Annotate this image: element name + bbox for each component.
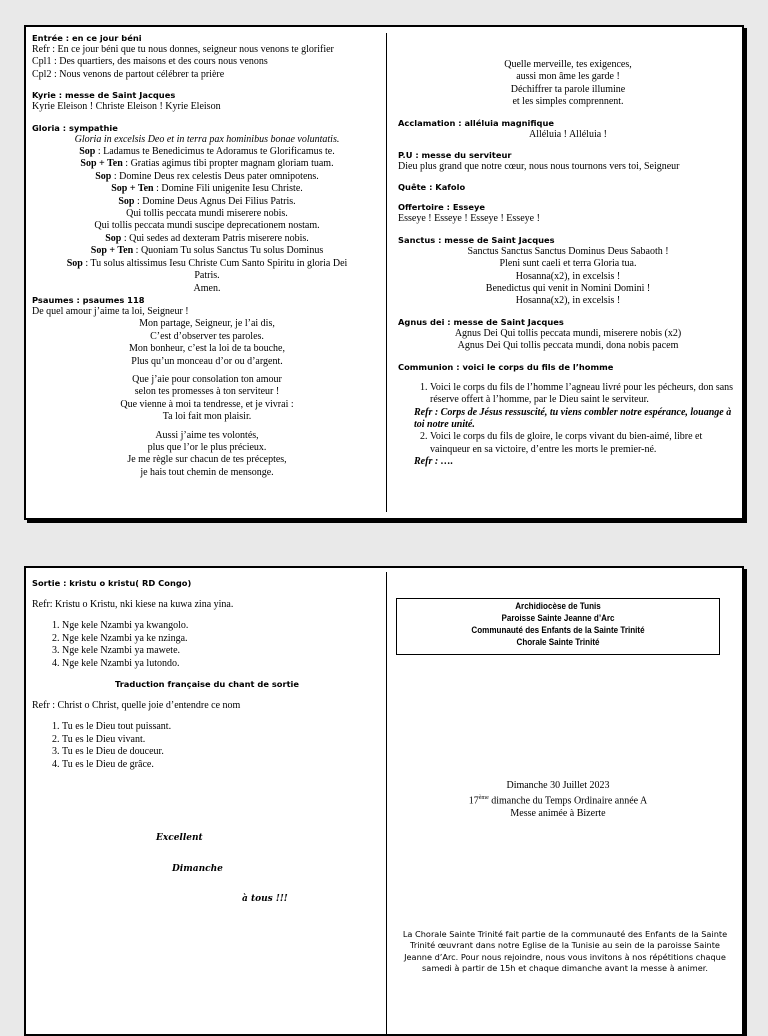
communion-verse: 1. Voici le corps du fils de l’homme l’agneau livré pour les pécheurs, don sans réserve offert à l’homme, par le Dieu saint le serviteur. <box>430 382 738 407</box>
kyrie-text: Kyrie Eleison ! Christe Eleison ! Kyrie Eleison <box>32 101 221 113</box>
sanctus-line: Hosanna(x2), in excelsis ! <box>515 295 621 307</box>
kyrie-title: Kyrie : messe de Saint Jacques <box>32 90 176 101</box>
choir-description: La Chorale Sainte Trinité fait partie de la communauté des Enfants de la Sainte Trinité œuvrant dans notre Eglise de la Tunisie au sein de la paroisse Sainte Jeanne d’Arc. Pour nous rejoindre, nous vous invitons à nos répétitions chaque samedi à partir de 15h et chaque dimanche avant la messe à animer. <box>402 929 728 974</box>
sortie-verses <box>32 620 382 670</box>
gloria-text: : Qui sedes ad dexteram Patris miserere nobis. <box>121 232 309 244</box>
sortie-verse: 4. Nge kele Nzambi ya lutondo. <box>62 658 382 670</box>
parish-header <box>396 598 720 655</box>
gloria-line <box>32 171 382 183</box>
sanctus-line: Hosanna(x2), in excelsis ! <box>515 270 621 282</box>
column-divider <box>386 33 387 512</box>
gloria-line <box>32 146 382 158</box>
gloria-line <box>32 233 382 245</box>
greeting-line-3: à tous !!! <box>242 894 288 904</box>
offertoire-text: Esseye ! Esseye ! Esseye ! Esseye ! <box>398 213 540 225</box>
mass-info <box>388 780 728 821</box>
sanctus-line: Sanctus Sanctus Sanctus Dominus Deus Sabaoth ! <box>467 245 669 257</box>
sortie-verse: 2. Nge kele Nzambi ya ke nzinga. <box>62 633 382 645</box>
entree-couplet-1: Cpl1 : Des quartiers, des maisons et des cours nous venons <box>32 56 268 68</box>
sanctus-title: Sanctus : messe de Saint Jacques <box>398 234 555 245</box>
psaume-verse: Quelle merveille, tes exigences, <box>504 59 632 70</box>
psaume-verse: C’est d’observer tes paroles. <box>150 330 264 342</box>
psaume-verse: Plus qu’un monceau d’or ou d’argent. <box>131 355 283 367</box>
traduction-verse: 1. Tu es le Dieu tout puissant. <box>62 721 382 733</box>
communion-list <box>398 431 738 456</box>
page1-right-column <box>398 59 738 469</box>
parish-name: Paroisse Sainte Jeanne d’Arc <box>501 613 615 624</box>
agnus-line: Agnus Dei Qui tollis peccata mundi, dona nobis pacem <box>457 340 679 352</box>
voice-label: Sop + Ten <box>90 245 134 257</box>
agnus-title: Agnus dei : messe de Saint Jacques <box>398 316 564 327</box>
acclamation-title: Acclamation : alléluia magnifique <box>398 117 555 128</box>
pu-title: P.U : messe du serviteur <box>398 150 512 161</box>
entree-couplet-2: Cpl2 : Nous venons de partout célébrer ta prière <box>32 68 225 80</box>
psaume-verse: Déchiffrer ta parole illumine <box>510 83 626 95</box>
gloria-line <box>32 158 382 170</box>
voice-label: Sop <box>105 232 122 244</box>
voice-label: Sop <box>66 257 83 269</box>
communion-list <box>398 382 738 407</box>
gloria-line <box>32 258 382 270</box>
communion-refrain: Refr : Corps de Jésus ressuscité, tu viens combler notre espérance, louange à toi notre unité. <box>414 406 732 430</box>
page2-right-column <box>388 568 744 1034</box>
archdiocese-name: Archidiocèse de Tunis <box>515 601 601 612</box>
pu-text: Dieu plus grand que notre cœur, nous nous tournons vers toi, Seigneur <box>398 161 680 173</box>
leaflet-page-2 <box>24 566 744 1036</box>
traduction-verse: 4. Tu es le Dieu de grâce. <box>62 759 382 771</box>
voice-label: Sop <box>79 146 96 158</box>
choir-name: Chorale Sainte Trinité <box>516 637 600 648</box>
greeting-line-1: Excellent <box>156 833 203 843</box>
traduction-refrain: Refr : Christ o Christ, quelle joie d’entendre ce nom <box>32 700 241 712</box>
voice-label: Sop <box>95 170 112 182</box>
communion-title: Communion : voici le corps du fils de l’homme <box>398 361 614 372</box>
psaume-verse: Aussi j’aime tes volontés, <box>155 429 259 441</box>
sunday-label: dimanche du Temps Ordinaire année A <box>488 795 648 807</box>
gloria-title: Gloria : sympathie <box>32 122 118 133</box>
gloria-text: : Domine Deus rex celestis Deus pater omnipotens. <box>111 170 319 182</box>
gloria-text: : Tu solus altissimus Iesu Christe Cum Santo Spiritu in gloria Dei <box>82 257 348 269</box>
voice-label: Sop + Ten <box>80 158 123 170</box>
sunday-ordinal: ème <box>478 795 489 802</box>
mass-date: Dimanche 30 Juillet 2023 <box>506 780 610 791</box>
gloria-text: : Domine Deus Agnus Dei Filius Patris. <box>134 195 296 207</box>
liturgical-sunday <box>388 792 728 808</box>
mass-location: Messe animée à Bizerte <box>510 808 606 820</box>
psaume-refrain: De quel amour j’aime ta loi, Seigneur ! <box>32 305 189 317</box>
traduction-title: Traduction française du chant de sortie <box>114 679 300 690</box>
gloria-text: : Gratias agimus tibi propter magnam gloriam tuam. <box>122 158 334 170</box>
sanctus-line: Pleni sunt caeli et terra Gloria tua. <box>499 258 637 270</box>
sanctus-line: Benedictus qui venit in Nomini Domini ! <box>485 283 651 295</box>
gloria-text: : Ladamus te Benedicimus te Adoramus te Glorificamus te. <box>95 146 335 158</box>
psaume-verse: Que vienne à moi ta tendresse, et je vivrai : <box>120 398 294 410</box>
traduction-verse: 2. Tu es le Dieu vivant. <box>62 734 382 746</box>
psaume-verse: Je me règle sur chacun de tes préceptes, <box>127 454 287 466</box>
column-divider <box>386 572 387 1034</box>
gloria-line <box>32 196 382 208</box>
psaumes-title: Psaumes : psaumes 118 <box>32 294 145 305</box>
sortie-title: Sortie : kristu o kristu( RD Congo) <box>32 578 192 588</box>
sortie-verse: 1. Nge kele Nzambi ya kwangolo. <box>62 620 382 632</box>
greeting-line-2: Dimanche <box>172 864 223 874</box>
communion-verse: 2. Voici le corps du fils de gloire, le corps vivant du bien-aimé, libre et vainqueur en sa victoire, d’entre les morts le premier-né. <box>430 431 738 456</box>
sortie-refrain: Refr: Kristu o Kristu, nki kiese na kuwa zina yina. <box>32 599 234 610</box>
psaume-verse: et les simples comprennent. <box>512 96 624 108</box>
traduction-verses <box>32 721 382 771</box>
gloria-text: : Domine Fili unigenite Iesu Christe. <box>153 183 303 195</box>
psaume-verse: Mon bonheur, c’est la loi de ta bouche, <box>129 343 285 355</box>
traduction-verse: 3. Tu es le Dieu de douceur. <box>62 746 382 758</box>
page1-left-column <box>32 33 382 479</box>
psaume-verse: Mon partage, Seigneur, je l’ai dis, <box>139 318 275 330</box>
acclamation-text: Alléluia ! Alléluia ! <box>528 128 608 140</box>
entree-refrain: Refr : En ce jour béni que tu nous donnes, seigneur nous venons te glorifier <box>32 44 334 55</box>
leaflet-page-1 <box>24 25 744 520</box>
gloria-amen: Amen. <box>193 282 221 294</box>
gloria-line: Qui tollis peccata mundi suscipe deprecationem nostam. <box>94 220 320 232</box>
gloria-line <box>32 183 382 195</box>
psaume-verse: Ta loi fait mon plaisir. <box>162 411 252 423</box>
quete-title: Quête : Kafolo <box>398 182 466 193</box>
psaume-verse: aussi mon âme les garde ! <box>516 71 620 83</box>
gloria-line: Qui tollis peccata mundi miserere nobis. <box>126 208 288 220</box>
communion-refrain: Refr : …. <box>414 456 454 468</box>
gloria-line <box>32 245 382 257</box>
sunday-number: 17 <box>468 795 479 807</box>
psaume-verse: plus que l’or le plus précieux. <box>147 441 267 453</box>
sortie-verse: 3. Nge kele Nzambi ya mawete. <box>62 645 382 657</box>
entree-title: Entrée : en ce jour béni <box>32 33 142 43</box>
psaume-verse: selon tes promesses à ton serviteur ! <box>134 386 280 398</box>
agnus-line: Agnus Dei Qui tollis peccata mundi, miserere nobis (x2) <box>454 327 682 339</box>
voice-label: Sop <box>118 195 135 207</box>
community-name: Communauté des Enfants de la Sainte Trinité <box>471 625 645 636</box>
voice-label: Sop + Ten <box>111 183 154 195</box>
offertoire-title: Offertoire : Esseye <box>398 202 486 213</box>
gloria-line: Patris. <box>194 270 220 282</box>
page2-left-column <box>32 578 382 1018</box>
psaume-verse: Que j’aie pour consolation ton amour <box>132 373 282 385</box>
gloria-intro: Gloria in excelsis Deo et in terra pax hominibus bonae voluntatis. <box>74 133 340 145</box>
gloria-text: : Quoniam Tu solus Sanctus Tu solus Dominus <box>133 245 324 257</box>
psaume-verse: je hais tout chemin de mensonge. <box>140 466 274 478</box>
